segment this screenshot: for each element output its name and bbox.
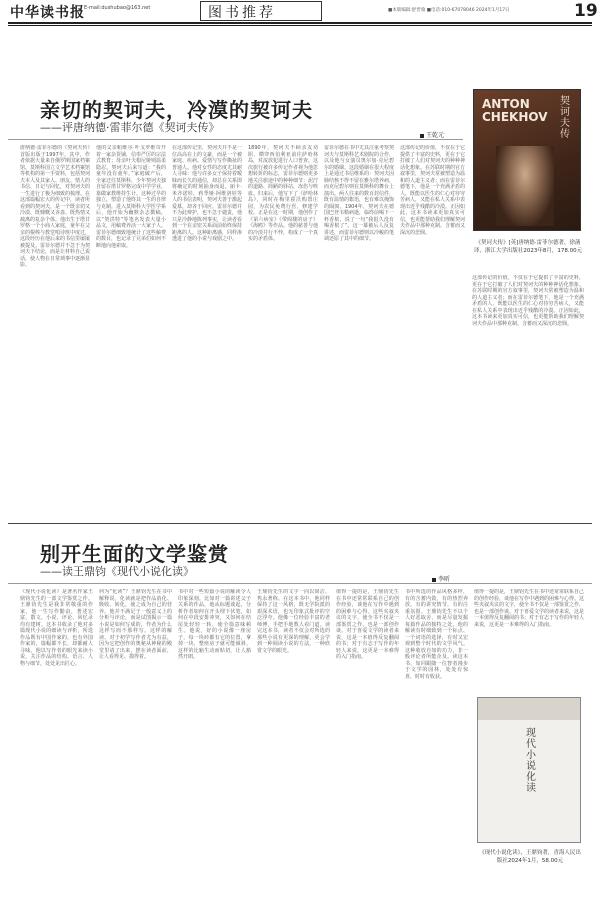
article2-column-5: 值得一提的是，王鼎钧先生在书中还常常联系自己的创作经验，谈他在写作中遇到的困难与心得。这些夹叙夹议的文字，使全书不仅是一部鉴赏之作，也是一部创作谈。对于喜爱文学的读者来说，这是一本值得反复翻阅的书；对于有志于写作的年轻人来说，这更是一本难得的入门指南。 [336, 589, 399, 660]
article2-subtitle: ——读王鼎钧《现代小说化读》 [40, 565, 194, 578]
book2-caption: 《现代小说化读》，王鼎钧著，青海人民出版社2024年1月，58.00元 [479, 850, 581, 864]
book-cover-xiandai [477, 697, 581, 843]
author-portrait [496, 146, 554, 226]
section-title: 图书推荐 [208, 5, 276, 21]
article2-divider [8, 583, 592, 584]
article1-title: 亲切的契诃夫，冷漠的契诃夫 [40, 98, 313, 122]
header-email: E-mail:dushubao@163.net [84, 5, 151, 11]
article2-column-3: 书中对一些短篇小说的解读令人印象深刻。比如对一篇讲述父子关系的作品，他从标题谈起，分析作者如何在开头埋下伏笔，如何在中段安排冲突，又如何在结尾处轻轻一转，使全篇意味顿生。他说，好的小说像一座房子，每一块砖都有它的位置，拿掉一块，整座房子就可能倾斜。这样的比喻生动而贴切，让人豁然开朗。 [178, 589, 251, 660]
cover-author-line-2: CHEKHOV [482, 110, 548, 124]
article2-column-7: 值得一提的是，王鼎钧先生在书中还常常联系自己的创作经验，谈他在写作中遇到的困难与心得。这些夹叙夹议的文字，使全书不仅是一部鉴赏之作，也是一部创作谈。对于喜爱文学的读者来说，这是一本值得反复翻阅的书；对于有志于写作的年轻人来说，这更是一本难得的入门指南。 [474, 589, 584, 628]
cover-stripe [478, 698, 581, 720]
article1-column-6: 这部传记的价值，不仅在于它提供了丰富的史料，更在于它打破了人们对契诃夫的种种神话化想象。在苏联时期的官方叙事里，契诃夫常被塑造为温和的人道主义者；而在雷菲尔德笔下，他是一个充满矛盾的人，既能以医生的仁心对待穷苦病人，又能在私人关系中表现出近乎残酷的冷漠。正因如此，这本书读来更加真实可信，也更能帮助我们理解契诃夫作品中那种克制、含蓄而又深沉的悲悯。 [400, 145, 465, 236]
article1-column-2: 他的父亲帕维尔·叶戈罗维奇开着一家杂货铺，信奉严厉的宗法式教育；母亲叶夫根尼娅则温柔隐忍。契诃夫后来写道：“我的童年没有童年。”家庭破产后，全家迁往莫斯科，少年契诃夫独自留在塔甘罗格完成中学学业，靠做家教维持生计。这种过早的独立，塑造了他终其一生的自律与克制。进入莫斯科大学医学系后，他开始为幽默杂志撰稿，以“契洪特”等笔名发表大量小品文，用稿费养活一大家子人。雷菲尔德细致地统计了这些稿费的数目，也记录了兄弟们如何不断地向他索取。 [96, 145, 166, 249]
cover2-title-vertical: 现代小说化读 [526, 728, 536, 794]
article2-column-2: 何为“化读”？王鼎钧先生在书中解释说，化读就是把作品消化、吸收、转化，使之成为自己的营养。他并不满足于一般意义上的分析与评论，而是试图揭示一篇小说是如何写成的，作者为什么这样写而不那样写。这样的解读，对于初学写作者尤为有益，因为它把创作的奥秘从神秘的殿堂里请了出来，摆在读者面前，让人看得见、摸得着。 [99, 589, 172, 660]
newspaper-logo: 中华读书报 [10, 5, 85, 21]
article-separator [8, 523, 592, 524]
article1-column-5: 雷菲尔德在书中尤其注重考察契诃夫与莫斯科艺术剧院的合作，以及他与女演员奥尔加·克尼碧尔的婚姻。这段婚姻在很大程度上是通过书信维系的：契诃夫因肺结核不得不留在雅尔塔养病，而克尼碧尔则在莫斯科的舞台上演出。两人往来的数百封信件，既有温情的絮语，也有难以掩饰的隔阂。1904年，契诃夫在德国巴登韦勒病逝，临终前喝下一杯香槟，说了一句“我很久没有喝香槟了”。这一幕被后人反复讲述，而雷菲尔德则以冷峻的笔调还原了其中的细节。 [324, 145, 394, 242]
article2-byline: 李昕 [432, 574, 450, 583]
article1-byline: 王乾元 [420, 130, 444, 139]
header-rule [8, 22, 592, 24]
article1-column-3: 在这部传记里，契诃夫并不是一位高高在上的文豪，而是一个被家庭、疾病、爱情与写作撕扯的普通人。他对女性的态度尤其耐人寻味：他与许多女子保持着暧昧而长久的通信，却总在关系即将确定的时刻抽身而退。丽卡·米齐诺娃、莉季娅·阿维洛娃等人的书信表明，契诃夫善于激起爱慕，却吝于回应。雷菲尔德并不为此辩护，也不急于谴责，他只是冷静地陈列事实，让读者看到一个在亲密关系面前始终保持距离的人。这种距离感，同样渗透进了他的小说与戏剧之中。 [172, 145, 242, 242]
article2-column-1: 《现代小说化读》是著名作家王鼎钧先生的一部文学鉴赏之作。王鼎钧先生是我非常敬重的作家，他一生写作勤奋，著述宏富，散文、小说、评论、回忆录均有建树。这本书收录了他对多篇现代小说的细读与评析，所选作品既有中国作家的，也有外国作家的，篇幅都不长，却都耐人寻味。他以写作者的眼光来读小说，关注作品的结构、语言、人物与细节，处处见出匠心。 [20, 589, 93, 667]
masthead [0, 0, 600, 24]
header-meta: ■本版编辑:舒晋瑜 ■电话:010-67078046 2024年1月17日 [388, 8, 510, 13]
cover-author-name [482, 98, 548, 124]
article2-column-4: 王鼎钧先生的文字一向以简洁、隽永著称。在这本书中，他同样保持了这一风格，既无学院派的艰深术语，也无印象式批评的空泛浮夸。他像一位经验丰富的老师傅，手把手地教人看门道。读完这本书，读者不仅会对所选的那些小说有更深的理解，更会学到一种阅读小说的方法，一种欣赏文学的眼光。 [257, 589, 330, 654]
cover-author-line-1: ANTON [482, 97, 530, 111]
header-rule-thin [8, 25, 592, 26]
page-number: 19 [574, 1, 598, 21]
article1-column-1: 唐纳德·雷菲尔德的《契诃夫传》首版出版于1997年，其中，作者依据大量来自俄罗斯国家档案馆、莫斯科国立文学艺术档案馆等机构的第一手资料，包括契诃夫本人及其家人、朋友、情人的书信、日记与回忆，对契诃夫的一生进行了极为细致的梳理。在这部篇幅宏大的传记中，读者所看到的契诃夫，是一个既亲切又冷漠、既慷慨又吝啬、既热情又疏离的复杂个体。他出生于塔甘罗格一个小商人家庭，童年在父亲的棍棒与教堂唱诗班中度过，这段经历在他后来的书信里屡屡被提及。雷菲尔德并不急于为契诃夫下结论，而是让材料自己说话，使人物在日常琐事中逐渐显影。 [20, 145, 90, 268]
article1-divider [8, 139, 463, 140]
article1-column-7: 这部传记的价值，不仅在于它提供了丰富的史料，更在于它打破了人们对契诃夫的种种神话化想象。在苏联时期的官方叙事里，契诃夫常被塑造为温和的人道主义者；而在雷菲尔德笔下，他是一个充满矛盾的人，既能以医生的仁心对待穷苦病人，又能在私人关系中表现出近乎残酷的冷漠。正因如此，这本书读来更加真实可信，也更能帮助我们理解契诃夫作品中那种克制、含蓄而又深沉的悲悯。 [472, 275, 584, 327]
article2-title: 别开生面的文学鉴赏 [40, 542, 229, 566]
book1-caption: 《契诃夫传》[英]唐纳德·雷菲尔德著，徐菡译，浙江大学出版社2023年8月，178.00元 [473, 240, 583, 254]
article1-subtitle: ——评唐纳德·雷菲尔德《契诃夫传》 [40, 121, 220, 134]
book-cover-chekhov [473, 89, 581, 231]
article2-column-6: 书中所选的作品风格多样，有的含蓄内敛，有的热烈奔放，有的讲究情节，有的注重氛围。王鼎钧先生不以个人好恶取舍，而是尽量发掘每篇作品的独特之处。他的解读有时细致到一个标点、一个词语的选择，有时又宏观到整个时代的文学风气。这种收放自如的功力，非一般评论者所能企及。读这本书，如同跟随一位智者漫步于文学的园林，处处有惊喜，时时有收获。 [405, 589, 468, 680]
cover-title-vertical: 契诃夫传 [560, 96, 570, 140]
article1-column-4: 1890年，契诃夫不顾亲友劝阻，横穿西伯利亚前往萨哈林岛，对流放犯进行人口普查。这次旅行被许多传记作者视为他思想转折的标志，雷菲尔德则更多地关注旅途中的种种细节：泥泞的道路、简陋的驿站、冻伤与咳血。归来后，他写下了《萨哈林岛》，同时在梅里霍沃购置庄园，为农民免费行医，修建学校。正是在这一时期，他创作了《第六病室》《带阁楼的房子》《海鸥》等作品。他的慈善与他的冷淡并行不悖，构成了一个真实的矛盾体。 [248, 145, 318, 242]
